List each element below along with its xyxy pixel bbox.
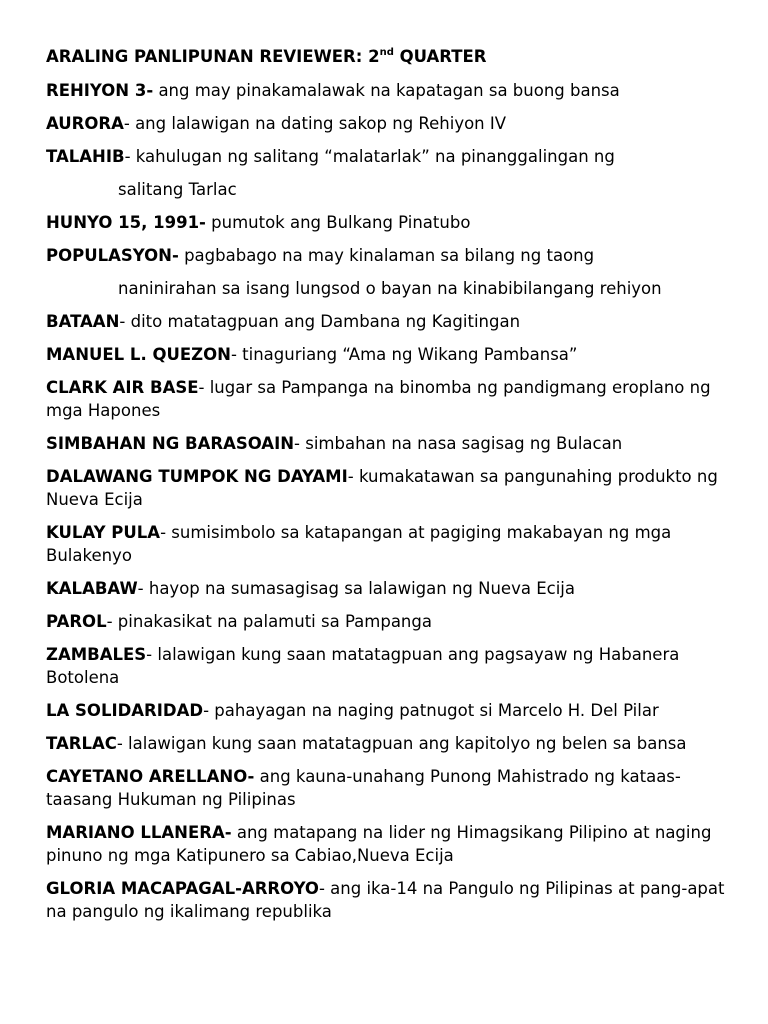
list-item xyxy=(46,689,736,722)
entry-term: CLARK AIR BASE xyxy=(46,378,199,397)
entry-definition: - pinakasikat na palamuti sa Pampanga xyxy=(106,612,432,631)
entry-term: HUNYO 15, 1991- xyxy=(46,213,206,232)
list-item xyxy=(46,422,736,455)
entry-definition: pumutok ang Bulkang Pinatubo xyxy=(205,213,471,232)
list-item xyxy=(46,300,736,333)
entry-definition: pagbabago na may kinalaman sa bilang ng taong xyxy=(178,246,595,265)
list-item xyxy=(46,135,736,201)
entry-definition: ang kauna-unahang Punong Mahistrado ng kataas-taasang Hukuman ng Pilipinas xyxy=(46,767,681,809)
entry-term: TALAHIB xyxy=(46,147,125,166)
entry-term: LA SOLIDARIDAD xyxy=(46,701,204,720)
list-item xyxy=(46,234,736,300)
list-item xyxy=(46,722,736,755)
title-tail: QUARTER xyxy=(393,47,487,66)
title-superscript: nd xyxy=(379,47,394,58)
title-main: ARALING PANLIPUNAN REVIEWER: 2 xyxy=(46,47,380,66)
entry-definition: - ang ika-14 na Pangulo ng Pilipinas at pang-apat na pangulo ng ikalimang republika xyxy=(46,879,725,921)
entry-term: PAROL xyxy=(46,612,107,631)
entry-term: DALAWANG TUMPOK NG DAYAMI xyxy=(46,467,348,486)
entry-definition: - simbahan na nasa sagisag ng Bulacan xyxy=(294,434,623,453)
list-item xyxy=(46,366,736,422)
entry-term: GLORIA MACAPAGAL-ARROYO xyxy=(46,879,319,898)
list-item xyxy=(46,633,736,689)
entry-definition: - sumisimbolo sa katapangan at pagiging makabayan ng mga Bulakenyo xyxy=(46,523,672,565)
entry-term: POPULASYON- xyxy=(46,246,179,265)
entry-definition: - lalawigan kung saan matatagpuan ang kapitolyo ng belen sa bansa xyxy=(116,734,687,753)
entry-term: KALABAW xyxy=(46,579,138,598)
document-title xyxy=(46,46,487,68)
entry-term: REHIYON 3- xyxy=(46,81,154,100)
list-item xyxy=(46,455,736,511)
list-item xyxy=(46,511,736,567)
entry-term: TARLAC xyxy=(46,734,117,753)
entry-definition: ang matapang na lider ng Himagsikang Pilipino at naging pinuno ng mga Katipunero sa Cabiao,Nueva Ecija xyxy=(46,823,712,865)
entry-definition: - kumakatawan sa pangunahing produkto ng Nueva Ecija xyxy=(46,467,718,509)
list-item xyxy=(46,600,736,633)
list-item xyxy=(46,333,736,366)
entry-term: ZAMBALES xyxy=(46,645,147,664)
entry-term: SIMBAHAN NG BARASOAIN xyxy=(46,434,295,453)
entry-list xyxy=(46,79,736,923)
entry-continuation: naninirahan sa isang lungsod o bayan na kinabibilangang rehiyon xyxy=(118,279,662,298)
entry-term: BATAAN xyxy=(46,312,120,331)
entry-term: KULAY PULA xyxy=(46,523,161,542)
list-item xyxy=(46,867,736,923)
list-item xyxy=(46,102,736,135)
entry-definition: - lugar sa Pampanga na binomba ng pandigmang eroplano ng mga Hapones xyxy=(46,378,711,420)
entry-definition: ang may pinakamalawak na kapatagan sa buong bansa xyxy=(153,81,620,100)
entry-definition: - ang lalawigan na dating sakop ng Rehiyon IV xyxy=(123,114,507,133)
list-item xyxy=(46,79,736,102)
entry-term: MANUEL L. QUEZON xyxy=(46,345,231,364)
entry-definition: - hayop na sumasagisag sa lalawigan ng Nueva Ecija xyxy=(137,579,575,598)
list-item xyxy=(46,755,736,811)
list-item xyxy=(46,567,736,600)
list-item xyxy=(46,201,736,234)
entry-definition: - pahayagan na naging patnugot si Marcelo H. Del Pilar xyxy=(203,701,659,720)
entry-definition: - lalawigan kung saan matatagpuan ang pagsayaw ng Habanera Botolena xyxy=(46,645,680,687)
list-item xyxy=(46,811,736,867)
entry-definition: - kahulugan ng salitang “malatarlak” na pinanggalingan ng xyxy=(124,147,615,166)
entry-definition: - dito matatagpuan ang Dambana ng Kagitingan xyxy=(119,312,521,331)
entry-term: AURORA xyxy=(46,114,124,133)
entry-continuation: salitang Tarlac xyxy=(118,180,237,199)
entry-term: MARIANO LLANERA- xyxy=(46,823,232,842)
entry-definition: - tinaguriang “Ama ng Wikang Pambansa” xyxy=(230,345,578,364)
entry-term: CAYETANO ARELLANO- xyxy=(46,767,255,786)
